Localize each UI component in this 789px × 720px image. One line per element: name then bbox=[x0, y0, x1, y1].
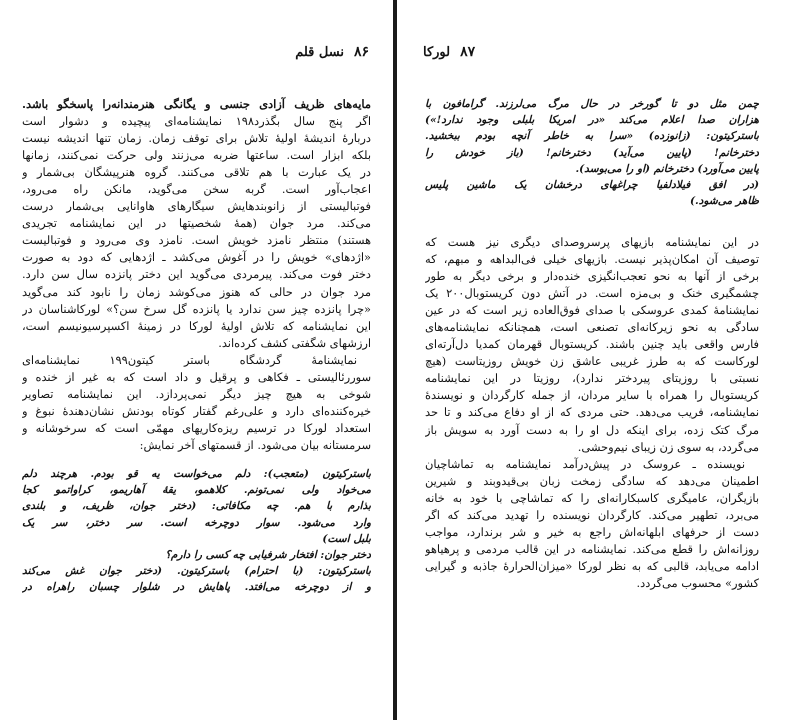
text-line: نویسنده ـ عروسک در پیش‌درآمد نمایشنامه به تماشاچیان bbox=[425, 456, 745, 471]
text-line: چشمگیری خنک و بی‌مزه است. در آتش دون کریستوبال۲۰۰ یک bbox=[425, 286, 759, 301]
text-line: لورکاست که به طرز غریبی عاشق زن خویش روزیتاست (هیچ bbox=[425, 354, 759, 369]
text-line: استعداد لورکا در ترسیم ریزه‌کاریهای مهمّی است که سرخوشانه و bbox=[22, 420, 371, 435]
text-line: در یک عبارت با هم تلاقی می‌کنند. گروه هنرپیشگان بی‌شمار و bbox=[22, 165, 371, 180]
dialogue-line: می‌خواد ولی نمی‌تونم. کلاهمو، یقهٔ آهاریمو، کراواتمو کجا bbox=[22, 484, 371, 497]
text-line: فوتبالیستی از زانوبندهایش سیگارهای هاوانایی بی‌شمار درست bbox=[22, 199, 371, 214]
dialogue-line: باسترکیتون: (با احترام) باسترکیتون. (دختر جوان غش می‌کند bbox=[22, 565, 371, 578]
text-line: شوخی به هیچ چیز دیگر نمی‌پردازد. این نمایشنامه تصاویر bbox=[22, 386, 371, 401]
text-line: اعجاب‌آور است. گربه سخن می‌گوید، مانکن راه می‌رود، bbox=[22, 182, 371, 197]
dialogue-line: دختر جوان: افتخار شرفیابی چه کسی را دارم؟ bbox=[165, 549, 371, 561]
text-line: می‌کند. مرد جوان (همهٔ شخصیتها در این نمایشنامه تجریدی bbox=[22, 216, 371, 231]
text-line: خیره‌کننده‌ای دارد و علی‌رغم گفتار کوتاه بودنش نشان‌دهندهٔ نبوغ و bbox=[22, 403, 371, 418]
left-page bbox=[0, 0, 393, 720]
text-line: «چرا پانزده چیز سن ندارد یا پانزده گل سرخ سن؟» لورکاشناسان در bbox=[22, 301, 371, 316]
dialogue-line: بذارم با هم. چه مکافاتی: (دختر جوان، ظریف، و بلندی bbox=[22, 500, 371, 513]
text-line: دختر فوت می‌کند. پیرمردی می‌گوید این دختر پانزده سال سن دارد. bbox=[22, 267, 371, 282]
text-line: سوررئالیستی ـ فکاهی و پرقیل و داد است که به غیر از خنده و bbox=[22, 369, 371, 384]
dialogue-line: پایین می‌آورد) دخترخانم (او را می‌بوسد). bbox=[575, 162, 759, 175]
text-line: برخی از آنها به نحو تعجب‌انگیزی خنده‌دار و برخی دیگر به طور bbox=[425, 269, 759, 284]
dialogue-line: چمن مثل دو تا گورخر در حال مرگ می‌لرزند. گرامافون با bbox=[425, 98, 759, 110]
dialogue-line: و از دوچرخه می‌افتد. پاهایش در شلوار چسبان راهراه در bbox=[22, 581, 371, 594]
text-line: ادامه می‌یابد، قالبی که به نظر لورکا «میزان‌الحرارهٔ جاذبه و گیرایی bbox=[425, 558, 759, 573]
text-line: این نمایشنامه که تلاش اولیهٔ لورکا در زمینهٔ اکسپرسیونیسم است، bbox=[22, 318, 371, 333]
text-line: دست از حرفهای ابلهانه‌اش راجع به خیر و شر برندارد، مواجب bbox=[425, 524, 759, 539]
dialogue-line: باسترکیتون (متعجب): دلم می‌خواست یه قو بودم. هرچند دلم bbox=[22, 467, 371, 480]
text-line: دربارهٔ اندیشهٔ اولیهٔ تلاش برای توقف زمان. زمان تنها اندیشه نیست bbox=[22, 131, 371, 146]
text-line: نمایشنامهٔ گردشگاه باستر کیتون۱۹۹ نمایشنامه‌ای bbox=[22, 352, 358, 367]
text-line: «اژدهای» خویش را در آغوش می‌کشد ـ اژدهایی که دود به صورت bbox=[22, 250, 371, 265]
dialogue-line: وارد می‌شود. سوار دوچرخه است. سر دختر، سر یک bbox=[22, 516, 371, 529]
text-line: سرمستانه بیان می‌شود. از قسمتهای آخر نمایش: bbox=[139, 437, 371, 452]
text-line: نمایشنامه، فریب می‌دهد. حتی مردی که از او دفاع می‌کند و تا حد bbox=[425, 405, 759, 420]
right-page-body bbox=[425, 234, 759, 592]
text-line: می‌گردد، به سوی زن زیبای نیم‌وحشی. bbox=[577, 439, 759, 454]
dialogue-line: بلبل است) bbox=[322, 532, 371, 545]
text-line: بلکه ابزار است. ساعتها ضربه می‌زنند ولی حرکت نمی‌کنند، زمانها bbox=[22, 148, 371, 163]
text-line: مرگ کتک زده، برای اینکه دل او را به دست آورد به سویش باز bbox=[425, 422, 759, 437]
text-line: اطمینان می‌دهد که سادگی زمخت زبان بی‌قیدوبند و شیرین bbox=[425, 473, 759, 488]
dialogue-line: (در افق فیلادلفیا چراغهای درخشان یک ماشین پلیس bbox=[425, 179, 759, 192]
left-page-running-title: نسل قلم bbox=[295, 45, 344, 60]
dialogue-line: باسترکیتون: (زانوزده) «سرا به خاطر آنچه بودم ببخشید. bbox=[425, 130, 759, 143]
text-line: سادگی به نحو زیرکانه‌ای تصنعی است، همچنانکه نمایشنامه‌های bbox=[425, 320, 759, 335]
right-page-header bbox=[423, 44, 475, 60]
text-line: روزانه‌اش را قطع می‌کند. نمایشنامه در این قالب مردمی و پرهیاهو bbox=[425, 541, 759, 556]
left-page-number: ۸۶ bbox=[353, 44, 369, 60]
text-line: مرد جوان در حالی که هنوز می‌کوشد زمان را نابود کند می‌گوید bbox=[22, 284, 371, 299]
text-line: کریستوبال را همراه با سایر مردان، از جمله کارگردان و نویسندهٔ bbox=[425, 388, 759, 403]
text-line: فارس واقعی باید چنین باشند. کریستوبال قهرمان کمدیا دل‌آرته‌ای bbox=[425, 337, 759, 352]
text-line: هستند) منتظر نامزد خویش است. نامزد وی می‌رود و فوتبالیست bbox=[22, 233, 371, 248]
text-line: کشور» محسوب می‌گردد. bbox=[636, 575, 759, 590]
dialogue-line: دخترخانم! (پایین می‌آید) دخترخانم! (باز خودش را bbox=[425, 146, 759, 159]
text-line: بازیگران، عامیگری کاسبکارانه‌ای را که تماشاچی با خود به خانه bbox=[425, 490, 759, 505]
right-page-running-title: لورکا bbox=[423, 45, 451, 60]
left-page-body bbox=[22, 96, 371, 596]
text-line: مایه‌های ظریف آزادی جنسی و یگانگی هنرمندانه‌را پاسخگو باشد. bbox=[22, 97, 371, 111]
right-page bbox=[397, 0, 789, 720]
dialogue-line: هزاران صدا اعلام می‌کند «در امریکا بلبلی وجود ندارد!») bbox=[425, 114, 759, 127]
text-line: می‌برد، تطهیر می‌کند. کارگردان نویسنده را تهدید می‌کند که اگر bbox=[425, 507, 759, 522]
right-page-dialogue bbox=[425, 96, 759, 209]
text-line: در این نمایشنامه بازیهای پرسروصدای دیگری نیز هست که bbox=[425, 235, 759, 249]
dialogue-line: ظاهر می‌شود.) bbox=[689, 195, 759, 208]
text-line: اگر پنج سال بگذرد۱۹۸ نمایشنامه‌ای پیچیده و دشوار است bbox=[22, 114, 371, 129]
right-page-number: ۸۷ bbox=[460, 44, 476, 60]
paragraph-gap bbox=[22, 454, 371, 466]
text-line: نمایشنامهٔ کمدی عروسکی با صدای فوق‌العاده زیر است که در عین bbox=[425, 303, 759, 318]
left-page-header bbox=[295, 44, 369, 60]
text-line: توصیف آن امکان‌پذیر نیست. بازیهای خیلی فی‌البداهه و مبهم، که bbox=[425, 252, 759, 267]
text-line: ارزشهای شگفتی کشف کرده‌اند. bbox=[218, 335, 371, 350]
text-line: نسبتی با روزیتای پیردختر ندارد)، روزیتا در این نمایشنامه bbox=[425, 371, 759, 386]
